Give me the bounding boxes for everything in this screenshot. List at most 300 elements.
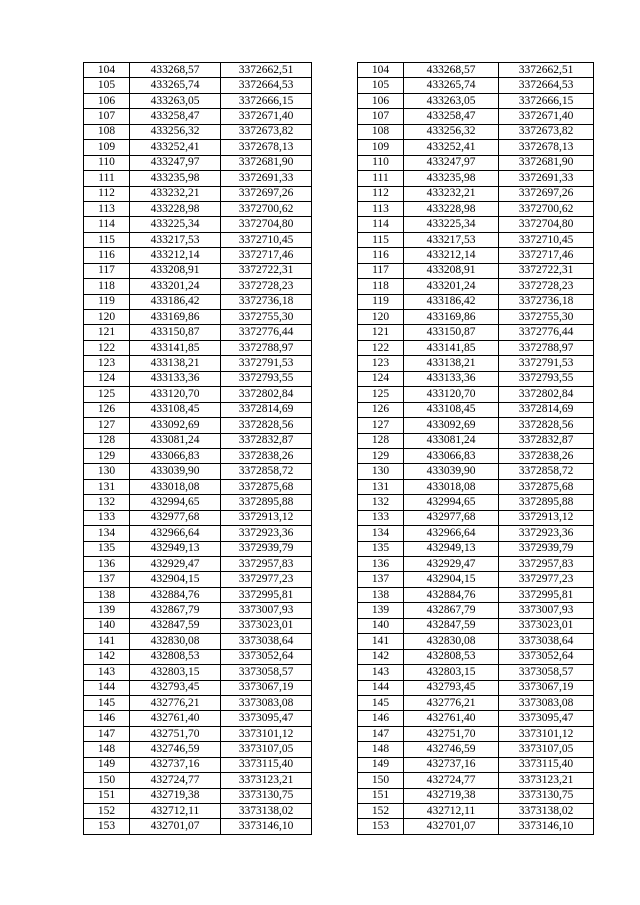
table-row (84, 711, 594, 726)
y-coordinate-cell: 3372858,72 (499, 464, 594, 479)
x-coordinate-cell: 432761,40 (130, 711, 221, 726)
table-row (84, 742, 594, 757)
x-coordinate-cell: 432949,13 (404, 541, 499, 556)
x-coordinate-cell: 432761,40 (404, 711, 499, 726)
y-coordinate-cell: 3373052,64 (499, 649, 594, 664)
y-coordinate-cell: 3373083,08 (499, 695, 594, 710)
y-coordinate-cell: 3372662,51 (221, 63, 312, 78)
y-coordinate-cell: 3372788,97 (221, 340, 312, 355)
y-coordinate-cell: 3372793,55 (499, 371, 594, 386)
point-number-cell: 125 (84, 387, 130, 402)
point-number-cell: 104 (84, 63, 130, 78)
point-number-cell: 114 (84, 217, 130, 232)
y-coordinate-cell: 3373123,21 (221, 773, 312, 788)
y-coordinate-cell: 3372736,18 (499, 294, 594, 309)
column-gap (312, 788, 358, 803)
x-coordinate-cell: 433258,47 (404, 109, 499, 124)
point-number-cell: 113 (84, 201, 130, 216)
y-coordinate-cell: 3372957,83 (221, 557, 312, 572)
table-row (84, 618, 594, 633)
point-number-cell: 128 (358, 433, 404, 448)
y-coordinate-cell: 3372704,80 (221, 217, 312, 232)
table-row (84, 248, 594, 263)
y-coordinate-cell: 3372923,36 (221, 526, 312, 541)
column-gap (312, 325, 358, 340)
y-coordinate-cell: 3373146,10 (499, 819, 594, 834)
y-coordinate-cell: 3373058,57 (221, 665, 312, 680)
x-coordinate-cell: 433232,21 (404, 186, 499, 201)
y-coordinate-cell: 3372802,84 (221, 387, 312, 402)
point-number-cell: 124 (84, 371, 130, 386)
x-coordinate-cell: 432751,70 (404, 726, 499, 741)
column-gap (312, 541, 358, 556)
column-gap (312, 510, 358, 525)
column-gap (312, 248, 358, 263)
x-coordinate-cell: 433081,24 (130, 433, 221, 448)
point-number-cell: 133 (358, 510, 404, 525)
y-coordinate-cell: 3373107,05 (221, 742, 312, 757)
y-coordinate-cell: 3373007,93 (499, 603, 594, 618)
column-gap (312, 665, 358, 680)
y-coordinate-cell: 3372776,44 (221, 325, 312, 340)
point-number-cell: 138 (84, 587, 130, 602)
x-coordinate-cell: 432884,76 (130, 587, 221, 602)
table-row (84, 418, 594, 433)
column-gap (312, 726, 358, 741)
y-coordinate-cell: 3372828,56 (499, 418, 594, 433)
x-coordinate-cell: 432867,79 (130, 603, 221, 618)
x-coordinate-cell: 433169,86 (404, 310, 499, 325)
table-row (84, 510, 594, 525)
y-coordinate-cell: 3373083,08 (221, 695, 312, 710)
point-number-cell: 153 (358, 819, 404, 834)
point-number-cell: 104 (358, 63, 404, 78)
table-row (84, 356, 594, 371)
x-coordinate-cell: 433208,91 (130, 263, 221, 278)
x-coordinate-cell: 432808,53 (404, 649, 499, 664)
point-number-cell: 143 (358, 665, 404, 680)
y-coordinate-cell: 3372664,53 (221, 78, 312, 93)
column-gap (312, 140, 358, 155)
y-coordinate-cell: 3372710,45 (221, 232, 312, 247)
point-number-cell: 144 (84, 680, 130, 695)
column-gap (312, 433, 358, 448)
table-row (84, 433, 594, 448)
point-number-cell: 119 (358, 294, 404, 309)
point-number-cell: 137 (358, 572, 404, 587)
point-number-cell: 106 (358, 93, 404, 108)
table-row (84, 109, 594, 124)
x-coordinate-cell: 433265,74 (130, 78, 221, 93)
table-row (84, 649, 594, 664)
y-coordinate-cell: 3372700,62 (499, 201, 594, 216)
point-number-cell: 112 (358, 186, 404, 201)
y-coordinate-cell: 3372717,46 (499, 248, 594, 263)
x-coordinate-cell: 432737,16 (130, 757, 221, 772)
x-coordinate-cell: 432701,07 (130, 819, 221, 834)
y-coordinate-cell: 3373123,21 (499, 773, 594, 788)
point-number-cell: 149 (358, 757, 404, 772)
x-coordinate-cell: 432966,64 (404, 526, 499, 541)
table-row (84, 171, 594, 186)
x-coordinate-cell: 433268,57 (130, 63, 221, 78)
column-gap (312, 155, 358, 170)
point-number-cell: 151 (358, 788, 404, 803)
x-coordinate-cell: 432737,16 (404, 757, 499, 772)
table-row (84, 124, 594, 139)
y-coordinate-cell: 3373138,02 (221, 804, 312, 819)
x-coordinate-cell: 432793,45 (130, 680, 221, 695)
x-coordinate-cell: 433235,98 (130, 171, 221, 186)
y-coordinate-cell: 3372662,51 (499, 63, 594, 78)
point-number-cell: 138 (358, 587, 404, 602)
table-row (84, 140, 594, 155)
point-number-cell: 124 (358, 371, 404, 386)
y-coordinate-cell: 3372728,23 (221, 279, 312, 294)
x-coordinate-cell: 433039,90 (404, 464, 499, 479)
x-coordinate-cell: 432712,11 (404, 804, 499, 819)
y-coordinate-cell: 3372678,13 (221, 140, 312, 155)
y-coordinate-cell: 3372755,30 (499, 310, 594, 325)
table-row (84, 788, 594, 803)
y-coordinate-cell: 3372755,30 (221, 310, 312, 325)
point-number-cell: 150 (84, 773, 130, 788)
x-coordinate-cell: 433225,34 (130, 217, 221, 232)
point-number-cell: 111 (84, 171, 130, 186)
y-coordinate-cell: 3372913,12 (221, 510, 312, 525)
point-number-cell: 131 (84, 479, 130, 494)
table-row (84, 402, 594, 417)
y-coordinate-cell: 3372722,31 (499, 263, 594, 278)
table-row (84, 93, 594, 108)
point-number-cell: 125 (358, 387, 404, 402)
point-number-cell: 136 (84, 557, 130, 572)
x-coordinate-cell: 433217,53 (130, 232, 221, 247)
x-coordinate-cell: 433258,47 (130, 109, 221, 124)
y-coordinate-cell: 3372664,53 (499, 78, 594, 93)
y-coordinate-cell: 3372671,40 (221, 109, 312, 124)
column-gap (312, 418, 358, 433)
column-gap (312, 448, 358, 463)
point-number-cell: 146 (84, 711, 130, 726)
x-coordinate-cell: 432724,77 (404, 773, 499, 788)
x-coordinate-cell: 432929,47 (404, 557, 499, 572)
point-number-cell: 141 (358, 634, 404, 649)
point-number-cell: 107 (358, 109, 404, 124)
point-number-cell: 150 (358, 773, 404, 788)
x-coordinate-cell: 433108,45 (130, 402, 221, 417)
point-number-cell: 121 (358, 325, 404, 340)
x-coordinate-cell: 432867,79 (404, 603, 499, 618)
point-number-cell: 118 (358, 279, 404, 294)
column-gap (312, 603, 358, 618)
table-row (84, 726, 594, 741)
column-gap (312, 464, 358, 479)
x-coordinate-cell: 432847,59 (130, 618, 221, 633)
x-coordinate-cell: 432793,45 (404, 680, 499, 695)
point-number-cell: 123 (84, 356, 130, 371)
point-number-cell: 127 (358, 418, 404, 433)
table-row (84, 541, 594, 556)
point-number-cell: 140 (84, 618, 130, 633)
point-number-cell: 120 (358, 310, 404, 325)
y-coordinate-cell: 3372977,23 (221, 572, 312, 587)
y-coordinate-cell: 3373038,64 (221, 634, 312, 649)
column-gap (312, 819, 358, 834)
x-coordinate-cell: 433066,83 (130, 448, 221, 463)
y-coordinate-cell: 3373023,01 (221, 618, 312, 633)
y-coordinate-cell: 3373067,19 (221, 680, 312, 695)
y-coordinate-cell: 3373107,05 (499, 742, 594, 757)
point-number-cell: 135 (84, 541, 130, 556)
point-number-cell: 144 (358, 680, 404, 695)
x-coordinate-cell: 432803,15 (130, 665, 221, 680)
point-number-cell: 115 (358, 232, 404, 247)
x-coordinate-cell: 433186,42 (404, 294, 499, 309)
x-coordinate-cell: 433092,69 (130, 418, 221, 433)
y-coordinate-cell: 3372791,53 (499, 356, 594, 371)
y-coordinate-cell: 3373138,02 (499, 804, 594, 819)
coordinates-table-body (84, 63, 594, 835)
x-coordinate-cell: 432701,07 (404, 819, 499, 834)
column-gap (312, 310, 358, 325)
table-row (84, 294, 594, 309)
x-coordinate-cell: 433141,85 (130, 340, 221, 355)
y-coordinate-cell: 3373023,01 (499, 618, 594, 633)
table-row (84, 479, 594, 494)
y-coordinate-cell: 3372666,15 (499, 93, 594, 108)
column-gap (312, 387, 358, 402)
x-coordinate-cell: 433268,57 (404, 63, 499, 78)
x-coordinate-cell: 433120,70 (130, 387, 221, 402)
column-gap (312, 572, 358, 587)
column-gap (312, 634, 358, 649)
column-gap (312, 294, 358, 309)
point-number-cell: 117 (84, 263, 130, 278)
y-coordinate-cell: 3372802,84 (499, 387, 594, 402)
x-coordinate-cell: 432746,59 (130, 742, 221, 757)
point-number-cell: 142 (84, 649, 130, 664)
point-number-cell: 119 (84, 294, 130, 309)
y-coordinate-cell: 3372895,88 (499, 495, 594, 510)
point-number-cell: 147 (84, 726, 130, 741)
y-coordinate-cell: 3372681,90 (499, 155, 594, 170)
point-number-cell: 109 (358, 140, 404, 155)
y-coordinate-cell: 3372858,72 (221, 464, 312, 479)
y-coordinate-cell: 3373095,47 (221, 711, 312, 726)
x-coordinate-cell: 433252,41 (130, 140, 221, 155)
x-coordinate-cell: 432994,65 (130, 495, 221, 510)
table-row (84, 587, 594, 602)
y-coordinate-cell: 3373130,75 (221, 788, 312, 803)
point-number-cell: 127 (84, 418, 130, 433)
point-number-cell: 116 (84, 248, 130, 263)
column-gap (312, 557, 358, 572)
table-row (84, 665, 594, 680)
column-gap (312, 649, 358, 664)
table-row (84, 232, 594, 247)
point-number-cell: 107 (84, 109, 130, 124)
point-number-cell: 132 (358, 495, 404, 510)
x-coordinate-cell: 432803,15 (404, 665, 499, 680)
y-coordinate-cell: 3372838,26 (499, 448, 594, 463)
point-number-cell: 148 (84, 742, 130, 757)
column-gap (312, 680, 358, 695)
x-coordinate-cell: 433252,41 (404, 140, 499, 155)
x-coordinate-cell: 432966,64 (130, 526, 221, 541)
table-row (84, 495, 594, 510)
point-number-cell: 117 (358, 263, 404, 278)
point-number-cell: 110 (84, 155, 130, 170)
x-coordinate-cell: 432719,38 (404, 788, 499, 803)
table-row (84, 387, 594, 402)
x-coordinate-cell: 433201,24 (130, 279, 221, 294)
point-number-cell: 116 (358, 248, 404, 263)
y-coordinate-cell: 3372995,81 (221, 587, 312, 602)
column-gap (312, 232, 358, 247)
point-number-cell: 129 (358, 448, 404, 463)
x-coordinate-cell: 433217,53 (404, 232, 499, 247)
point-number-cell: 112 (84, 186, 130, 201)
point-number-cell: 113 (358, 201, 404, 216)
column-gap (312, 757, 358, 772)
table-row (84, 464, 594, 479)
column-gap (312, 804, 358, 819)
x-coordinate-cell: 433212,14 (130, 248, 221, 263)
x-coordinate-cell: 433141,85 (404, 340, 499, 355)
table-row (84, 680, 594, 695)
column-gap (312, 78, 358, 93)
table-row (84, 217, 594, 232)
y-coordinate-cell: 3372814,69 (499, 402, 594, 417)
x-coordinate-cell: 432808,53 (130, 649, 221, 664)
y-coordinate-cell: 3372832,87 (499, 433, 594, 448)
x-coordinate-cell: 433208,91 (404, 263, 499, 278)
point-number-cell: 131 (358, 479, 404, 494)
point-number-cell: 140 (358, 618, 404, 633)
x-coordinate-cell: 433150,87 (130, 325, 221, 340)
y-coordinate-cell: 3372875,68 (221, 479, 312, 494)
y-coordinate-cell: 3372791,53 (221, 356, 312, 371)
y-coordinate-cell: 3373095,47 (499, 711, 594, 726)
x-coordinate-cell: 433225,34 (404, 217, 499, 232)
point-number-cell: 142 (358, 649, 404, 664)
point-number-cell: 135 (358, 541, 404, 556)
column-gap (312, 495, 358, 510)
y-coordinate-cell: 3373101,12 (221, 726, 312, 741)
y-coordinate-cell: 3372736,18 (221, 294, 312, 309)
table-row (84, 634, 594, 649)
column-gap (312, 217, 358, 232)
x-coordinate-cell: 433256,32 (130, 124, 221, 139)
table-row (84, 186, 594, 201)
table-row (84, 155, 594, 170)
x-coordinate-cell: 432830,08 (130, 634, 221, 649)
y-coordinate-cell: 3372793,55 (221, 371, 312, 386)
x-coordinate-cell: 433263,05 (130, 93, 221, 108)
point-number-cell: 121 (84, 325, 130, 340)
column-gap (312, 63, 358, 78)
point-number-cell: 151 (84, 788, 130, 803)
x-coordinate-cell: 433186,42 (130, 294, 221, 309)
y-coordinate-cell: 3373038,64 (499, 634, 594, 649)
y-coordinate-cell: 3372691,33 (499, 171, 594, 186)
point-number-cell: 105 (84, 78, 130, 93)
column-gap (312, 526, 358, 541)
column-gap (312, 340, 358, 355)
point-number-cell: 118 (84, 279, 130, 294)
y-coordinate-cell: 3372913,12 (499, 510, 594, 525)
table-row (84, 263, 594, 278)
table-row (84, 557, 594, 572)
y-coordinate-cell: 3372704,80 (499, 217, 594, 232)
column-gap (312, 93, 358, 108)
x-coordinate-cell: 433108,45 (404, 402, 499, 417)
point-number-cell: 134 (84, 526, 130, 541)
point-number-cell: 108 (84, 124, 130, 139)
table-row (84, 63, 594, 78)
table-row (84, 279, 594, 294)
y-coordinate-cell: 3372832,87 (221, 433, 312, 448)
column-gap (312, 742, 358, 757)
table-row (84, 340, 594, 355)
x-coordinate-cell: 432994,65 (404, 495, 499, 510)
point-number-cell: 146 (358, 711, 404, 726)
y-coordinate-cell: 3372700,62 (221, 201, 312, 216)
y-coordinate-cell: 3372697,26 (499, 186, 594, 201)
point-number-cell: 122 (358, 340, 404, 355)
y-coordinate-cell: 3372838,26 (221, 448, 312, 463)
column-gap (312, 773, 358, 788)
y-coordinate-cell: 3372923,36 (499, 526, 594, 541)
table-row (84, 325, 594, 340)
point-number-cell: 106 (84, 93, 130, 108)
table-row (84, 572, 594, 587)
column-gap (312, 371, 358, 386)
column-gap (312, 124, 358, 139)
point-number-cell: 114 (358, 217, 404, 232)
x-coordinate-cell: 432949,13 (130, 541, 221, 556)
x-coordinate-cell: 433228,98 (404, 201, 499, 216)
y-coordinate-cell: 3373130,75 (499, 788, 594, 803)
column-gap (312, 186, 358, 201)
x-coordinate-cell: 433247,97 (130, 155, 221, 170)
y-coordinate-cell: 3373067,19 (499, 680, 594, 695)
y-coordinate-cell: 3372939,79 (221, 541, 312, 556)
x-coordinate-cell: 433133,36 (404, 371, 499, 386)
point-number-cell: 130 (358, 464, 404, 479)
point-number-cell: 139 (358, 603, 404, 618)
table-row (84, 757, 594, 772)
y-coordinate-cell: 3373052,64 (221, 649, 312, 664)
x-coordinate-cell: 433150,87 (404, 325, 499, 340)
point-number-cell: 120 (84, 310, 130, 325)
x-coordinate-cell: 432719,38 (130, 788, 221, 803)
y-coordinate-cell: 3372977,23 (499, 572, 594, 587)
x-coordinate-cell: 433212,14 (404, 248, 499, 263)
y-coordinate-cell: 3372728,23 (499, 279, 594, 294)
point-number-cell: 123 (358, 356, 404, 371)
x-coordinate-cell: 433081,24 (404, 433, 499, 448)
x-coordinate-cell: 433066,83 (404, 448, 499, 463)
column-gap (312, 587, 358, 602)
y-coordinate-cell: 3373101,12 (499, 726, 594, 741)
point-number-cell: 145 (84, 695, 130, 710)
table-row (84, 819, 594, 834)
y-coordinate-cell: 3372939,79 (499, 541, 594, 556)
y-coordinate-cell: 3372671,40 (499, 109, 594, 124)
point-number-cell: 129 (84, 448, 130, 463)
